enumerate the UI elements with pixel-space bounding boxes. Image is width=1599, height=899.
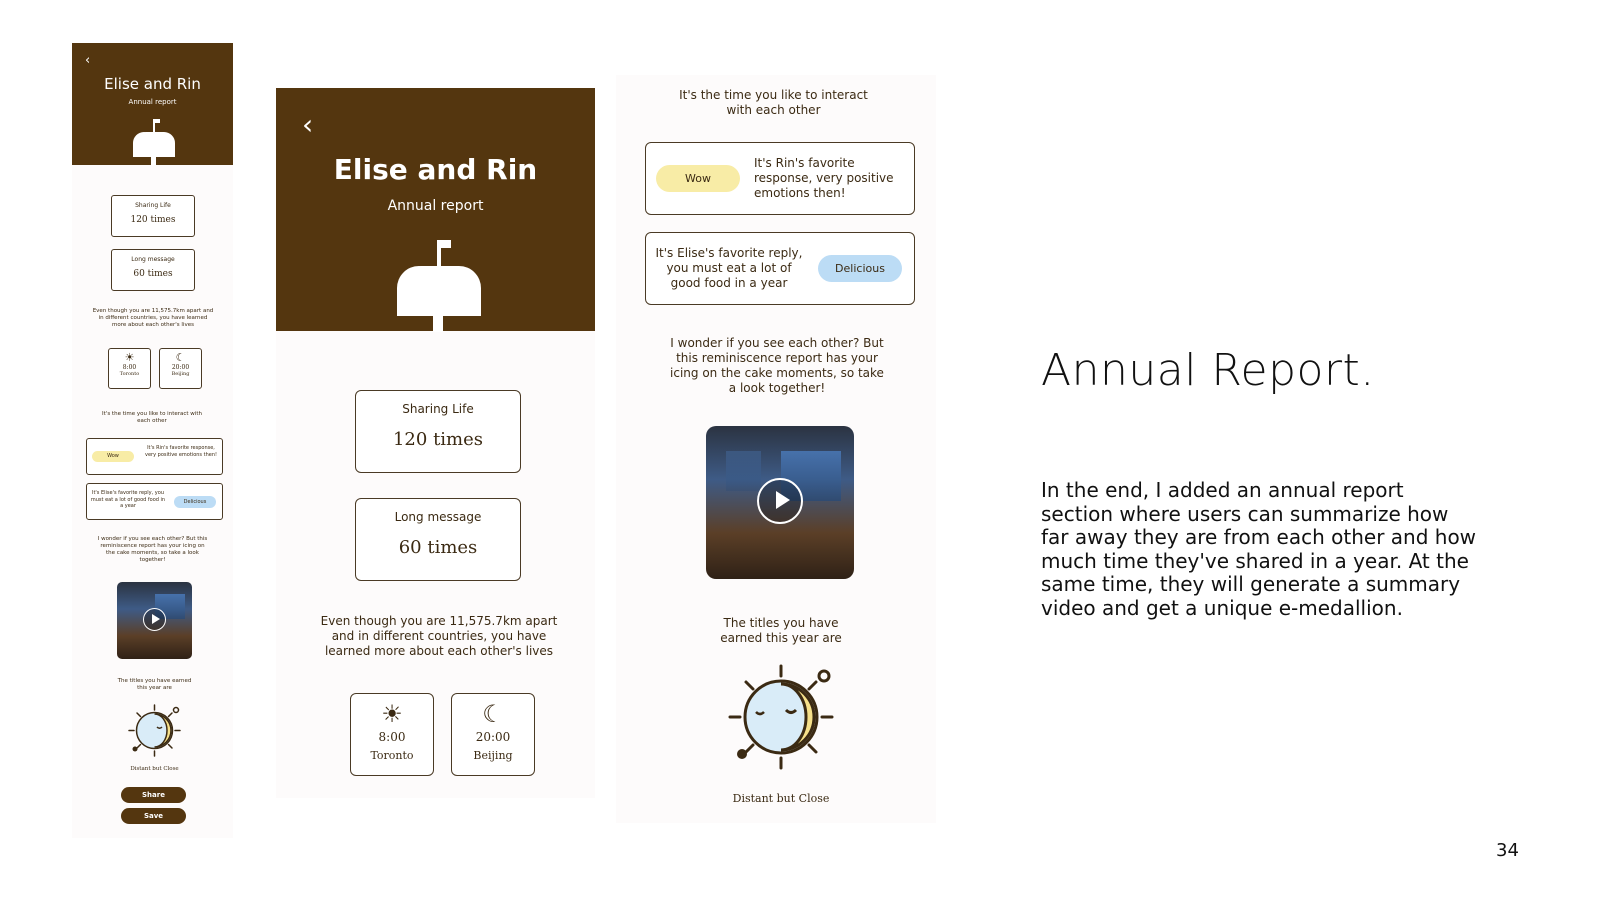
distance-text: Even though you are 11,575.7km apart and in different countries, you have learned more about each other's lives [92,308,214,329]
summary-video[interactable] [117,582,192,659]
sun-moon-medal-icon [726,662,836,772]
page-number: 34 [1496,840,1519,861]
city-label: Toronto [370,749,414,762]
mailbox-icon [130,117,178,165]
stat-label: Sharing Life [135,202,171,209]
time-card-beijing [159,348,202,389]
elise-reply-text: It's Elise's favorite reply, you must eat a lot of good food in a year [90,490,166,509]
city-label: Beijing [171,371,190,377]
save-button[interactable]: Save [121,808,186,824]
city-label: Beijing [473,749,513,762]
moon-icon: ☾ [175,351,186,364]
stat-card-sharing [355,390,521,473]
slide-heading: Annual Report. [1041,345,1375,396]
sun-moon-medal-icon [127,703,182,758]
time-value: 8:00 [122,364,137,371]
time-card-beijing [451,693,535,776]
wonder-text: I wonder if you see each other? But this reminiscence report has your icing on the cake moments, so take a look together! [97,536,208,564]
delicious-pill: Delicious [818,255,902,282]
summary-video[interactable] [706,426,854,579]
stat-card-long-message [355,498,521,581]
slide-body: In the end, I added an annual report section where users can summarize how far away they are from each other and how much time they've shared in a year. At the same time, they will generate a summary video and get a unique e-medallion. [1041,478,1477,620]
rin-response-text: It's Rin's favorite response, very positive emotions then! [754,156,894,200]
report-subtitle: Annual report [128,98,177,106]
wow-pill: Wow [92,451,134,462]
report-header [72,43,233,165]
elise-reply-text: It's Elise's favorite reply, you must eat a lot of good food in a year [655,246,803,290]
stat-label: Long message [131,256,175,263]
delicious-pill: Delicious [174,496,216,508]
titles-text: The titles you have earned this year are [720,616,842,646]
stat-value: 60 times [133,269,173,279]
elise-reply-card [645,232,915,305]
time-card-toronto [350,693,434,776]
report-header [276,88,595,331]
phone-full-overview [72,43,233,838]
rin-response-text: It's Rin's favorite response, very positive emotions then! [145,445,217,458]
elise-reply-card [86,483,223,520]
stat-value: 60 times [398,537,478,558]
time-value: 20:00 [475,730,511,744]
time-value: 20:00 [171,364,190,371]
city-label: Toronto [119,371,140,377]
back-icon[interactable]: ‹ [302,108,314,141]
phone-bottom-section [616,75,936,823]
report-title: Elise and Rin [104,75,201,93]
distance-text: Even though you are 11,575.7km apart and in different countries, you have learned more about each other's lives [320,614,558,659]
medal-title: Distant but Close [130,766,179,772]
report-subtitle: Annual report [387,198,484,214]
time-card-toronto [108,348,151,389]
sun-icon: ☀ [381,700,403,728]
medal-title: Distant but Close [732,792,830,805]
moon-icon: ☾ [482,700,504,728]
mailbox-icon [391,236,487,332]
back-icon[interactable]: ‹ [85,53,91,68]
stat-card-sharing [111,195,195,237]
wow-pill: Wow [656,165,740,192]
stat-value: 120 times [130,215,176,225]
share-button[interactable]: Share [121,787,186,803]
phone-top-section [276,88,595,798]
stat-value: 120 times [392,429,484,450]
wonder-text: I wonder if you see each other? But this reminiscence report has your icing on the cake moments, so take a look together! [670,336,884,395]
rin-response-card [86,438,223,475]
titles-text: The titles you have earned this year are [117,678,192,692]
play-icon[interactable] [757,478,803,524]
interact-text: It's the time you like to interact with each other [679,88,868,118]
rin-response-card [645,142,915,215]
stat-label: Long message [394,510,482,524]
stat-label: Sharing Life [402,402,474,416]
sun-icon: ☀ [124,351,135,364]
time-value: 8:00 [378,730,406,744]
interact-text: It's the time you like to interact with each other [102,411,202,425]
stat-card-long-message [111,249,195,291]
report-title: Elise and Rin [333,153,538,186]
play-icon[interactable] [143,608,166,631]
